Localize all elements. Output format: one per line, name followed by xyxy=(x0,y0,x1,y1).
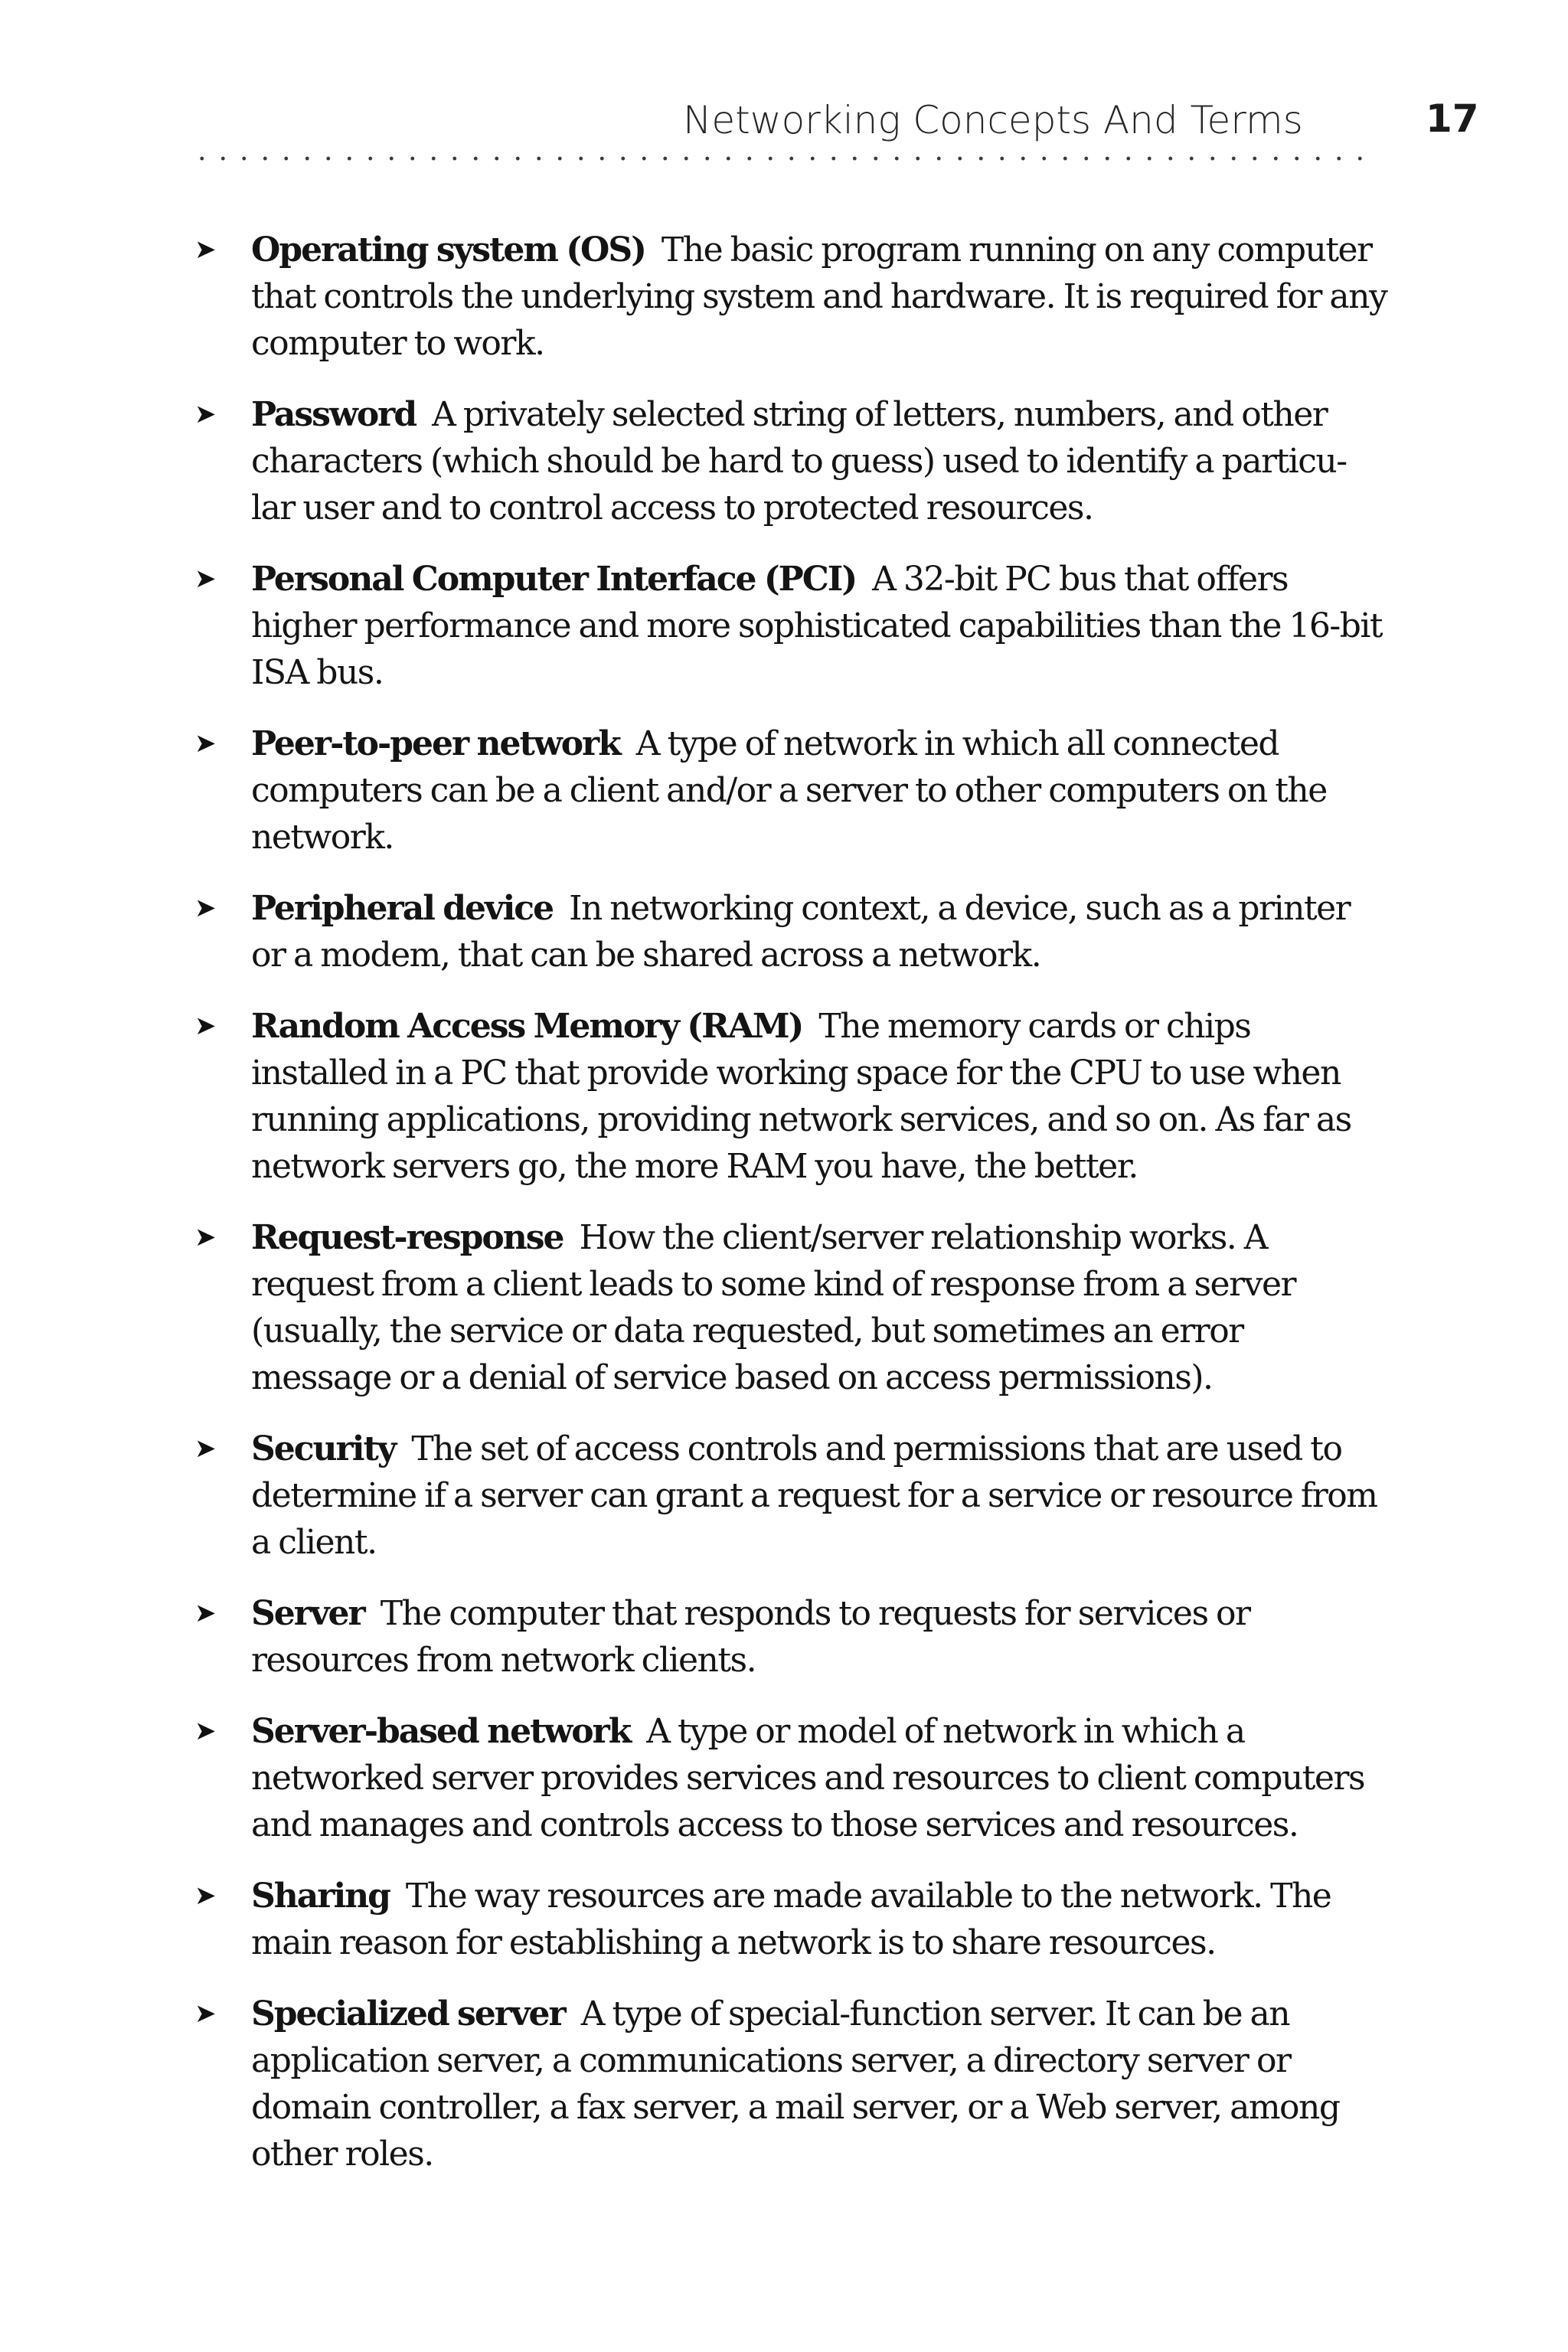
glossary-entry-operating-system xyxy=(194,227,1389,367)
glossary-term: Server xyxy=(251,1594,364,1633)
glossary-term: Personal Computer Interface (PCI) xyxy=(251,560,857,599)
glossary-term: Sharing xyxy=(251,1877,390,1916)
glossary-list xyxy=(194,227,1389,2202)
arrowhead-bullet-icon: ➤ xyxy=(194,564,215,594)
glossary-term: Peripheral device xyxy=(251,889,554,928)
running-title: Networking Concepts And Terms xyxy=(683,98,1303,142)
dotted-rule xyxy=(191,156,1370,161)
running-head xyxy=(191,96,1479,167)
page-number: 17 xyxy=(1426,96,1479,141)
glossary-definition: A type of special-function server. It can be an application server, a communications server, a directory server or domain controller, a fax server, a mail server, or a Web server, among other roles. xyxy=(251,1994,1340,2174)
glossary-definition: A privately selected string of letters, numbers, and other characters (which should be hard to guess) used to identify a particu-lar user and to control access to protected resources. xyxy=(251,395,1347,528)
glossary-entry-peer-to-peer-network xyxy=(194,720,1389,861)
glossary-definition: The memory cards or chips installed in a PC that provide working space for the CPU to use when running applications, providing network services, and so on. As far as network servers go, the more RAM you have, the better. xyxy=(251,1007,1351,1186)
glossary-entry-request-response xyxy=(194,1214,1389,1401)
arrowhead-bullet-icon: ➤ xyxy=(194,399,215,430)
glossary-term: Random Access Memory (RAM) xyxy=(251,1007,803,1046)
glossary-entry-pci xyxy=(194,556,1389,696)
glossary-term: Request-response xyxy=(251,1218,564,1257)
arrowhead-bullet-icon: ➤ xyxy=(194,1880,215,1911)
arrowhead-bullet-icon: ➤ xyxy=(194,1222,215,1253)
glossary-entry-sharing xyxy=(194,1873,1389,1966)
arrowhead-bullet-icon: ➤ xyxy=(194,1598,215,1628)
glossary-term: Peer-to-peer network xyxy=(251,724,620,763)
glossary-definition: A 32-bit PC bus that offers higher performance and more sophisticated capabilities than the 16-bit ISA bus. xyxy=(251,560,1383,692)
glossary-definition: The set of access controls and permissions that are used to determine if a server can grant a request for a service or resource from a client. xyxy=(251,1429,1377,1562)
glossary-term: Security xyxy=(251,1429,396,1468)
arrowhead-bullet-icon: ➤ xyxy=(194,1011,215,1041)
arrowhead-bullet-icon: ➤ xyxy=(194,1716,215,1746)
glossary-term: Operating system (OS) xyxy=(251,230,645,270)
glossary-entry-server-based-network xyxy=(194,1708,1389,1848)
arrowhead-bullet-icon: ➤ xyxy=(194,1433,215,1464)
glossary-definition: How the client/server relationship works. A request from a client leads to some kind of response from a server (usually, the service or data requested, but sometimes an error message or a denial of service based on access permissions). xyxy=(251,1218,1296,1397)
glossary-term: Password xyxy=(251,395,416,434)
glossary-definition: The way resources are made available to the network. The main reason for establishing a network is to share resources. xyxy=(251,1877,1331,1962)
arrowhead-bullet-icon: ➤ xyxy=(194,728,215,759)
glossary-entry-ram xyxy=(194,1003,1389,1190)
glossary-definition: A type or model of network in which a networked server provides services and resources to client computers and manages and controls access to those services and resources. xyxy=(251,1712,1365,1844)
glossary-term: Specialized server xyxy=(251,1994,565,2034)
arrowhead-bullet-icon: ➤ xyxy=(194,1998,215,2029)
glossary-definition: In networking context, a device, such as a printer or a modem, that can be shared across a network. xyxy=(251,889,1351,975)
glossary-definition: The basic program running on any computer that controls the underlying system and hardware. It is required for any computer to work. xyxy=(251,230,1387,363)
glossary-entry-peripheral-device xyxy=(194,885,1389,978)
arrowhead-bullet-icon: ➤ xyxy=(194,234,215,265)
glossary-entry-password xyxy=(194,391,1389,531)
glossary-entry-server xyxy=(194,1590,1389,1684)
glossary-entry-security xyxy=(194,1426,1389,1566)
glossary-term: Server-based network xyxy=(251,1712,631,1751)
arrowhead-bullet-icon: ➤ xyxy=(194,893,215,923)
glossary-definition: The computer that responds to requests for services or resources from network clients. xyxy=(251,1594,1250,1680)
glossary-definition: A type of network in which all connected computers can be a client and/or a server to other computers on the network. xyxy=(251,724,1327,857)
glossary-entry-specialized-server xyxy=(194,1991,1389,2177)
